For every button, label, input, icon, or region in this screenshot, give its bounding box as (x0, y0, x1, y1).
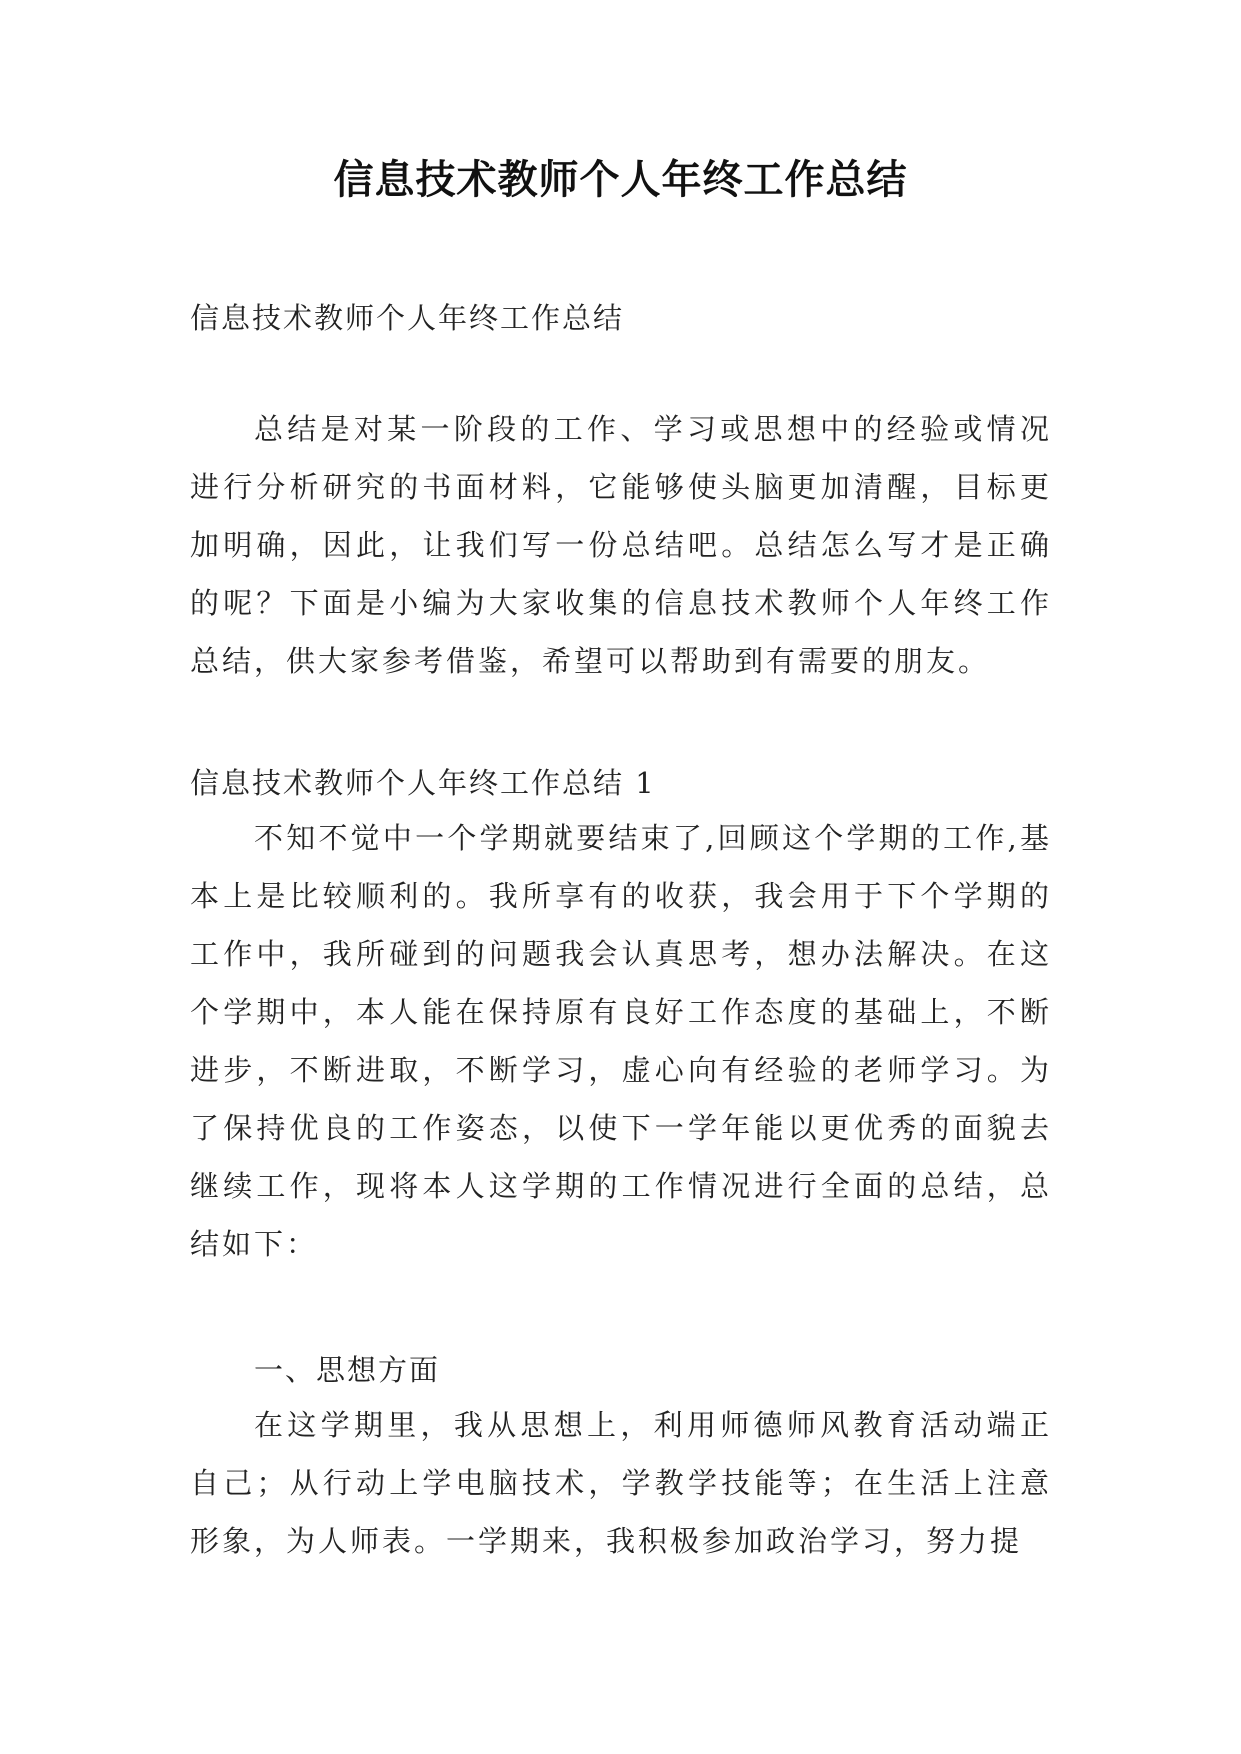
subsection-heading: 一、思想方面 (254, 1353, 441, 1387)
intro-text: 总结是对某一阶段的工作、学习或思想中的经验或情况进行分析研究的书面材料，它能够使头脑更加清醒，目标更加明确，因此，让我们写一份总结吧。总结怎么写才是正确的呢？下面是小编为大家收集的信息技术教师个人年终工作总结，供大家参考借鉴，希望可以帮助到有需要的朋友。 (190, 412, 1052, 678)
section-paragraph-text: 不知不觉中一个学期就要结束了,回顾这个学期的工作,基本上是比较顺利的。我所享有的收获，我会用于下个学期的工作中，我所碰到的问题我会认真思考，想办法解决。在这个学期中，本人能在保持原有良好工作态度的基础上，不断进步，不断进取，不断学习，虚心向有经验的老师学习。为了保持优良的工作姿态，以使下一学年能以更优秀的面貌去继续工作，现将本人这学期的工作情况进行全面的总结，总结如下： (190, 821, 1052, 1261)
document-subtitle: 信息技术教师个人年终工作总结 (190, 301, 625, 335)
document-title: 信息技术教师个人年终工作总结 (333, 157, 908, 203)
subsection-paragraph-text: 在这学期里，我从思想上，利用师德师风教育活动端正自己；从行动上学电脑技术，学教学技能等；在生活上注意形象，为人师表。一学期来，我积极参加政治学习，努力提 (190, 1408, 1052, 1558)
section-paragraph (190, 809, 1052, 1273)
subsection-paragraph (190, 1396, 1052, 1570)
intro-paragraph (190, 400, 1052, 690)
section-title: 信息技术教师个人年终工作总结 1 (190, 766, 656, 800)
